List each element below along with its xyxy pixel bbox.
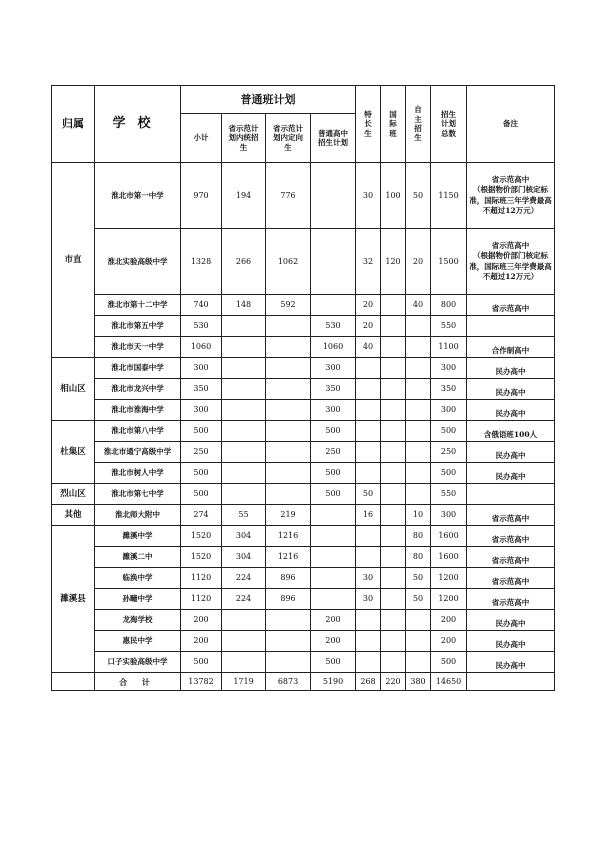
indep-cell — [406, 337, 431, 358]
indep-cell — [406, 463, 431, 484]
totals-subtotal: 13782 — [181, 673, 222, 691]
intl-cell — [381, 589, 406, 610]
affiliation-cell: 杜集区 — [52, 421, 95, 484]
subtotal-cell: 970 — [181, 163, 222, 229]
table-row — [52, 358, 555, 379]
unified-cell — [222, 400, 266, 421]
table-row — [52, 463, 555, 484]
enrollment-plan-table — [51, 85, 555, 691]
special-cell: 50 — [356, 484, 381, 505]
total-cell: 350 — [431, 379, 467, 400]
table-row — [52, 295, 555, 316]
total-cell: 200 — [431, 610, 467, 631]
remark-cell — [467, 484, 555, 505]
header-regular-plan: 普通班计划 — [181, 86, 356, 114]
indep-cell — [406, 652, 431, 673]
header-special: 特长生 — [356, 86, 381, 163]
directed-cell — [266, 337, 311, 358]
unified-cell — [222, 316, 266, 337]
intl-cell — [381, 316, 406, 337]
school-name-cell: 淮北市国泰中学 — [95, 358, 181, 379]
affiliation-cell: 相山区 — [52, 358, 95, 421]
intl-cell — [381, 484, 406, 505]
intl-cell — [381, 442, 406, 463]
table-row — [52, 163, 555, 229]
regular-cell: 200 — [311, 631, 356, 652]
regular-cell — [311, 229, 356, 295]
subtotal-cell: 500 — [181, 484, 222, 505]
totals-remark — [467, 673, 555, 691]
table-row — [52, 229, 555, 295]
totals-directed: 6873 — [266, 673, 311, 691]
intl-cell — [381, 568, 406, 589]
intl-cell — [381, 631, 406, 652]
special-cell — [356, 421, 381, 442]
school-name-cell: 淮北市第十二中学 — [95, 295, 181, 316]
remark-cell — [467, 316, 555, 337]
header-provincial-unified: 省示范计划内统招生 — [222, 114, 266, 163]
directed-cell — [266, 463, 311, 484]
remark-cell: 含俄语班100人 — [467, 421, 555, 442]
totals-special: 268 — [356, 673, 381, 691]
intl-cell: 100 — [381, 163, 406, 229]
special-cell — [356, 610, 381, 631]
intl-cell — [381, 295, 406, 316]
indep-cell — [406, 379, 431, 400]
directed-cell: 1062 — [266, 229, 311, 295]
header-affiliation: 归属 — [52, 86, 95, 163]
subtotal-cell: 350 — [181, 379, 222, 400]
remark-cell: 省示范高中 — [467, 547, 555, 568]
header-row-1 — [52, 86, 555, 114]
table-row — [52, 505, 555, 526]
intl-cell — [381, 379, 406, 400]
total-cell: 500 — [431, 463, 467, 484]
indep-cell: 20 — [406, 229, 431, 295]
directed-cell — [266, 316, 311, 337]
directed-cell: 776 — [266, 163, 311, 229]
totals-intl: 220 — [381, 673, 406, 691]
directed-cell — [266, 610, 311, 631]
unified-cell — [222, 421, 266, 442]
totals-indep: 380 — [406, 673, 431, 691]
remark-cell: 民办高中 — [467, 379, 555, 400]
affiliation-cell: 其他 — [52, 505, 95, 526]
unified-cell — [222, 379, 266, 400]
unified-cell: 266 — [222, 229, 266, 295]
remark-cell: 省示范高中 — [467, 526, 555, 547]
total-cell: 1200 — [431, 589, 467, 610]
subtotal-cell: 300 — [181, 358, 222, 379]
special-cell: 30 — [356, 163, 381, 229]
directed-cell — [266, 358, 311, 379]
indep-cell — [406, 421, 431, 442]
intl-cell — [381, 463, 406, 484]
directed-cell: 592 — [266, 295, 311, 316]
regular-cell: 300 — [311, 358, 356, 379]
directed-cell: 896 — [266, 568, 311, 589]
special-cell: 16 — [356, 505, 381, 526]
regular-cell: 300 — [311, 400, 356, 421]
directed-cell: 1216 — [266, 547, 311, 568]
total-cell: 1500 — [431, 229, 467, 295]
school-name-cell: 濉溪中学 — [95, 526, 181, 547]
directed-cell — [266, 442, 311, 463]
total-cell: 300 — [431, 505, 467, 526]
special-cell: 20 — [356, 295, 381, 316]
intl-cell — [381, 337, 406, 358]
special-cell — [356, 526, 381, 547]
school-name-cell: 淮北市淮海中学 — [95, 400, 181, 421]
school-name-cell: 淮北市第五中学 — [95, 316, 181, 337]
total-cell: 550 — [431, 316, 467, 337]
unified-cell: 224 — [222, 589, 266, 610]
indep-cell — [406, 610, 431, 631]
regular-cell — [311, 163, 356, 229]
table-row — [52, 484, 555, 505]
totals-regular: 5190 — [311, 673, 356, 691]
table-row — [52, 526, 555, 547]
directed-cell — [266, 484, 311, 505]
school-name-cell: 淮北市第七中学 — [95, 484, 181, 505]
indep-cell: 10 — [406, 505, 431, 526]
indep-cell — [406, 442, 431, 463]
regular-cell: 500 — [311, 463, 356, 484]
unified-cell: 148 — [222, 295, 266, 316]
totals-total: 14650 — [431, 673, 467, 691]
unified-cell — [222, 337, 266, 358]
remark-cell: 民办高中 — [467, 442, 555, 463]
unified-cell: 304 — [222, 547, 266, 568]
table-row — [52, 631, 555, 652]
directed-cell — [266, 631, 311, 652]
subtotal-cell: 200 — [181, 631, 222, 652]
school-name-cell: 淮北市第一中学 — [95, 163, 181, 229]
header-regular-high: 普通高中招生计划 — [311, 114, 356, 163]
total-cell: 1600 — [431, 547, 467, 568]
subtotal-cell: 1520 — [181, 526, 222, 547]
special-cell — [356, 463, 381, 484]
table-row — [52, 652, 555, 673]
unified-cell — [222, 652, 266, 673]
directed-cell: 219 — [266, 505, 311, 526]
special-cell — [356, 379, 381, 400]
totals-affiliation — [52, 673, 95, 691]
intl-cell — [381, 526, 406, 547]
total-cell: 1100 — [431, 337, 467, 358]
table-row — [52, 316, 555, 337]
header-total: 招生计划总数 — [431, 86, 467, 163]
table-row — [52, 610, 555, 631]
intl-cell — [381, 358, 406, 379]
table-row — [52, 589, 555, 610]
special-cell — [356, 652, 381, 673]
table-row — [52, 379, 555, 400]
totals-label: 合 计 — [95, 673, 181, 691]
total-cell: 300 — [431, 358, 467, 379]
indep-cell — [406, 358, 431, 379]
unified-cell: 55 — [222, 505, 266, 526]
remark-cell: 省示范高中 （根据物价部门核定标准，国际班三年学费最高不超过12万元） — [467, 163, 555, 229]
subtotal-cell: 1120 — [181, 568, 222, 589]
regular-cell: 1060 — [311, 337, 356, 358]
directed-cell: 1216 — [266, 526, 311, 547]
header-subtotal: 小计 — [181, 114, 222, 163]
regular-cell — [311, 295, 356, 316]
regular-cell — [311, 547, 356, 568]
header-school: 学校 — [95, 86, 181, 163]
school-name-cell: 淮北师大附中 — [95, 505, 181, 526]
total-cell: 1150 — [431, 163, 467, 229]
remark-cell: 民办高中 — [467, 631, 555, 652]
indep-cell: 40 — [406, 295, 431, 316]
header-international: 国际班 — [381, 86, 406, 163]
total-cell: 300 — [431, 400, 467, 421]
subtotal-cell: 530 — [181, 316, 222, 337]
subtotal-cell: 200 — [181, 610, 222, 631]
unified-cell — [222, 610, 266, 631]
unified-cell — [222, 484, 266, 505]
unified-cell — [222, 463, 266, 484]
totals-row — [52, 673, 555, 691]
total-cell: 250 — [431, 442, 467, 463]
total-cell: 1200 — [431, 568, 467, 589]
school-name-cell: 惠民中学 — [95, 631, 181, 652]
indep-cell: 80 — [406, 526, 431, 547]
table-row — [52, 547, 555, 568]
table-row — [52, 442, 555, 463]
indep-cell: 50 — [406, 163, 431, 229]
table-row — [52, 421, 555, 442]
subtotal-cell: 500 — [181, 652, 222, 673]
unified-cell: 304 — [222, 526, 266, 547]
affiliation-cell: 濉溪县 — [52, 526, 95, 673]
remark-cell: 省示范高中 — [467, 295, 555, 316]
subtotal-cell: 740 — [181, 295, 222, 316]
special-cell — [356, 400, 381, 421]
subtotal-cell: 1328 — [181, 229, 222, 295]
table-row — [52, 337, 555, 358]
regular-cell: 530 — [311, 316, 356, 337]
subtotal-cell: 500 — [181, 463, 222, 484]
remark-cell: 合作制高中 — [467, 337, 555, 358]
remark-cell: 民办高中 — [467, 358, 555, 379]
remark-cell: 省示范高中 （根据物价部门核定标准，国际班三年学费最高不超过12万元） — [467, 229, 555, 295]
indep-cell: 50 — [406, 589, 431, 610]
indep-cell — [406, 400, 431, 421]
regular-cell — [311, 505, 356, 526]
regular-cell: 200 — [311, 610, 356, 631]
totals-unified: 1719 — [222, 673, 266, 691]
affiliation-cell: 市直 — [52, 163, 95, 358]
total-cell: 500 — [431, 652, 467, 673]
total-cell: 500 — [431, 421, 467, 442]
school-name-cell: 淮北市通宁高级中学 — [95, 442, 181, 463]
remark-cell: 省示范高中 — [467, 505, 555, 526]
subtotal-cell: 250 — [181, 442, 222, 463]
intl-cell — [381, 610, 406, 631]
school-name-cell: 淮北实验高级中学 — [95, 229, 181, 295]
special-cell — [356, 358, 381, 379]
table-row — [52, 400, 555, 421]
regular-cell: 500 — [311, 421, 356, 442]
remark-cell: 民办高中 — [467, 610, 555, 631]
subtotal-cell: 1520 — [181, 547, 222, 568]
indep-cell: 80 — [406, 547, 431, 568]
regular-cell: 250 — [311, 442, 356, 463]
regular-cell — [311, 526, 356, 547]
indep-cell — [406, 631, 431, 652]
special-cell: 20 — [356, 316, 381, 337]
regular-cell: 500 — [311, 484, 356, 505]
intl-cell — [381, 505, 406, 526]
header-remarks: 备注 — [467, 86, 555, 163]
school-name-cell: 淮北市第八中学 — [95, 421, 181, 442]
intl-cell — [381, 547, 406, 568]
school-name-cell: 淮北市龙兴中学 — [95, 379, 181, 400]
school-name-cell: 临涣中学 — [95, 568, 181, 589]
special-cell — [356, 547, 381, 568]
regular-cell — [311, 568, 356, 589]
special-cell: 40 — [356, 337, 381, 358]
directed-cell — [266, 379, 311, 400]
regular-cell: 500 — [311, 652, 356, 673]
subtotal-cell: 1120 — [181, 589, 222, 610]
special-cell: 30 — [356, 568, 381, 589]
intl-cell — [381, 421, 406, 442]
directed-cell: 896 — [266, 589, 311, 610]
school-name-cell: 淮北市天一中学 — [95, 337, 181, 358]
remark-cell: 省示范高中 — [467, 589, 555, 610]
special-cell — [356, 442, 381, 463]
unified-cell — [222, 358, 266, 379]
indep-cell: 50 — [406, 568, 431, 589]
unified-cell — [222, 631, 266, 652]
unified-cell: 224 — [222, 568, 266, 589]
school-name-cell: 孙疃中学 — [95, 589, 181, 610]
indep-cell — [406, 316, 431, 337]
indep-cell — [406, 484, 431, 505]
intl-cell — [381, 400, 406, 421]
directed-cell — [266, 421, 311, 442]
subtotal-cell: 274 — [181, 505, 222, 526]
school-name-cell: 淮北市树人中学 — [95, 463, 181, 484]
unified-cell: 194 — [222, 163, 266, 229]
subtotal-cell: 1060 — [181, 337, 222, 358]
remark-cell: 省示范高中 — [467, 568, 555, 589]
table-row — [52, 568, 555, 589]
school-name-cell: 口子实验高级中学 — [95, 652, 181, 673]
affiliation-cell: 烈山区 — [52, 484, 95, 505]
special-cell: 32 — [356, 229, 381, 295]
total-cell: 550 — [431, 484, 467, 505]
total-cell: 200 — [431, 631, 467, 652]
regular-cell: 350 — [311, 379, 356, 400]
remark-cell: 民办高中 — [467, 463, 555, 484]
special-cell: 30 — [356, 589, 381, 610]
header-provincial-directed: 省示范计划内定向生 — [266, 114, 311, 163]
subtotal-cell: 500 — [181, 421, 222, 442]
directed-cell — [266, 652, 311, 673]
remark-cell: 民办高中 — [467, 400, 555, 421]
school-name-cell: 濉溪二中 — [95, 547, 181, 568]
directed-cell — [266, 400, 311, 421]
regular-cell — [311, 589, 356, 610]
intl-cell: 120 — [381, 229, 406, 295]
header-independent: 自主招生 — [406, 86, 431, 163]
school-name-cell: 龙海学校 — [95, 610, 181, 631]
remark-cell: 民办高中 — [467, 652, 555, 673]
special-cell — [356, 631, 381, 652]
total-cell: 1600 — [431, 526, 467, 547]
total-cell: 800 — [431, 295, 467, 316]
subtotal-cell: 300 — [181, 400, 222, 421]
unified-cell — [222, 442, 266, 463]
intl-cell — [381, 652, 406, 673]
